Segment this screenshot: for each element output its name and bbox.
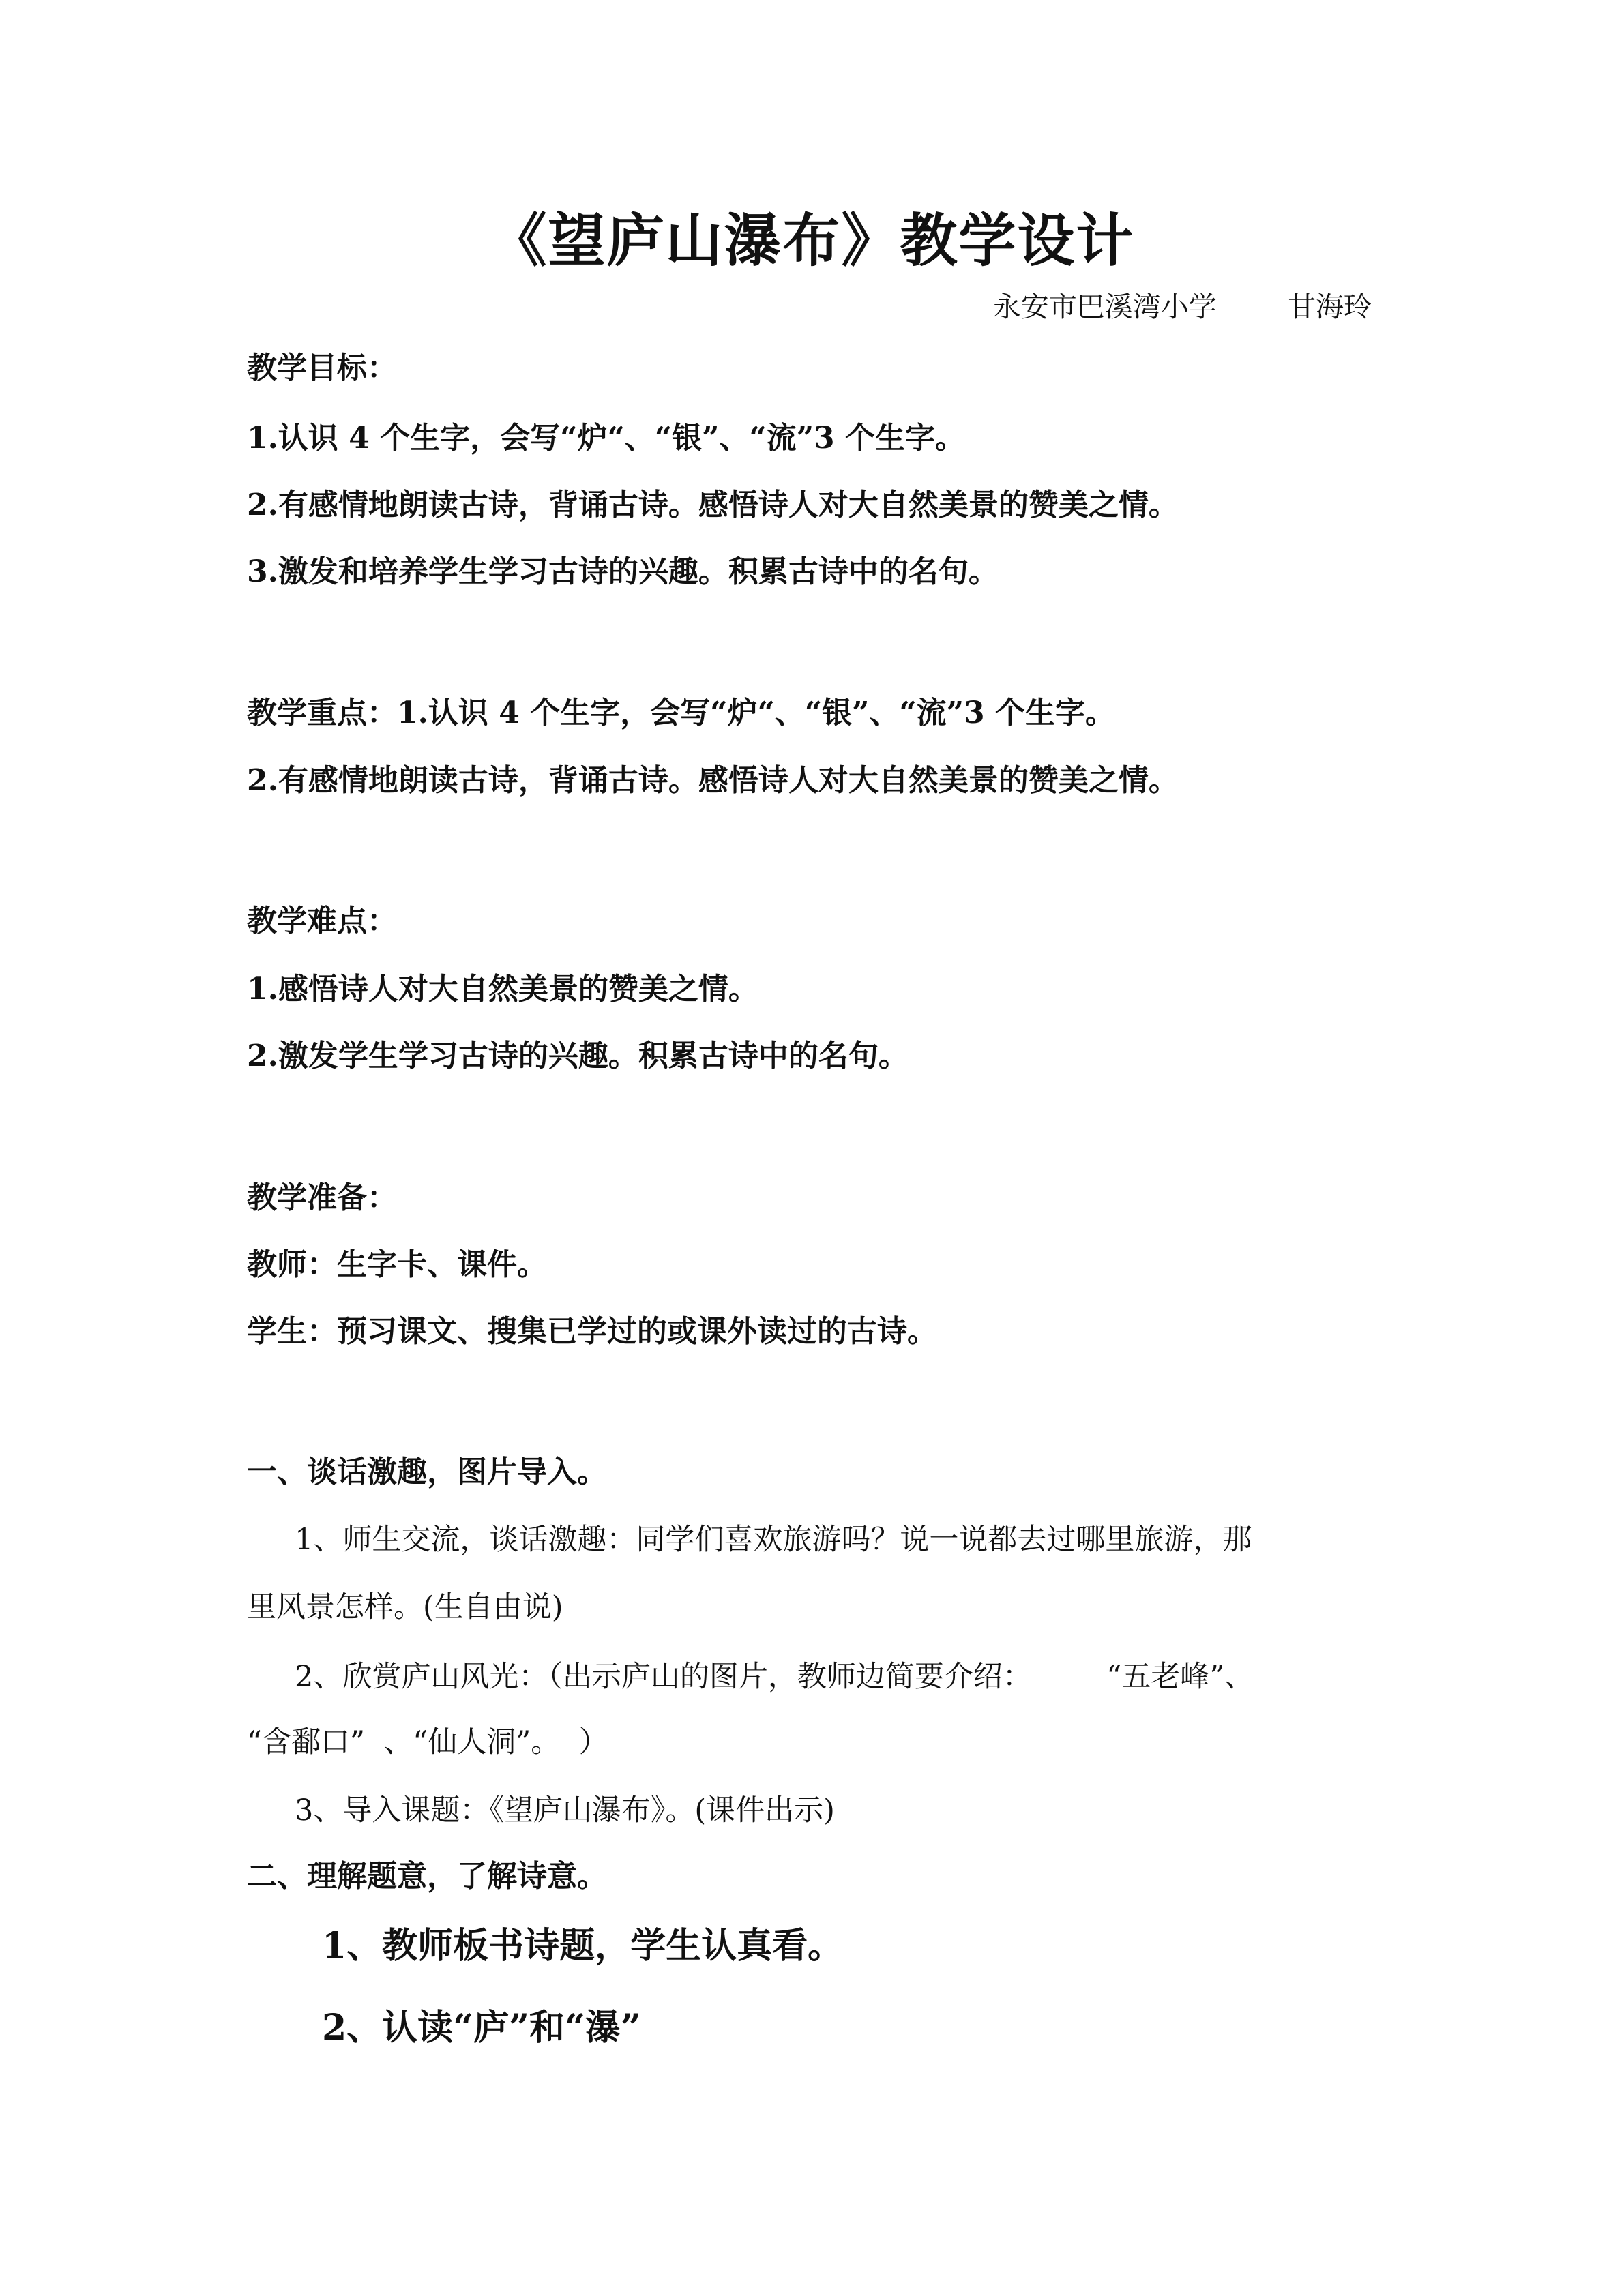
key-point-item: 教学重点：1.认识 4 个生字，会写“炉“、“银”、“流”3 个生字。 xyxy=(247,696,1115,730)
prep-item: 学生：预习课文、搜集已学过的或课外读过的古诗。 xyxy=(247,1314,937,1349)
difficulties-heading: 教学难点： xyxy=(247,904,397,938)
key-point-item: 2.有感情地朗读古诗，背诵古诗。感悟诗人对大自然美景的赞美之情。 xyxy=(247,763,1179,798)
difficulty-item: 2.激发学生学习古诗的兴趣。积累古诗中的名句。 xyxy=(247,1039,909,1073)
section2-line: 2、认读“庐”和“瀑” xyxy=(322,2007,641,2048)
goal-item: 2.有感情地朗读古诗，背诵古诗。感悟诗人对大自然美景的赞美之情。 xyxy=(247,488,1179,522)
document-title: 《望庐山瀑布》教学设计 xyxy=(489,207,1135,274)
section1-line: 1、师生交流，谈话激趣：同学们喜欢旅游吗？说一说都去过哪里旅游，那 xyxy=(295,1523,1252,1557)
section2-line: 1、教师板书诗题，学生认真看。 xyxy=(322,1925,844,1967)
section1-line: 2、欣赏庐山风光：（出示庐山的图片，教师边简要介绍： “五老峰”、 xyxy=(295,1660,1254,1694)
prep-item: 教师：生字卡、课件。 xyxy=(247,1247,547,1282)
section1-heading: 一、谈话激趣，图片导入。 xyxy=(247,1455,607,1489)
goal-item: 3.激发和培养学生学习古诗的兴趣。积累古诗中的名句。 xyxy=(247,554,999,589)
goal-item: 1.认识 4 个生字，会写“炉“、“银”、“流”3 个生字。 xyxy=(247,421,965,456)
prep-heading: 教学准备： xyxy=(247,1180,397,1215)
difficulty-item: 1.感悟诗人对大自然美景的赞美之情。 xyxy=(247,972,758,1007)
section1-line: 3、导入课题：《望庐山瀑布》。(课件出示) xyxy=(295,1793,835,1828)
goals-heading: 教学目标： xyxy=(247,351,397,385)
author-line: 永安市巴溪湾小学 甘海玲 xyxy=(992,290,1372,323)
section2-heading: 二、理解题意，了解诗意。 xyxy=(247,1859,607,1894)
section1-line: “含鄱口” 、“仙人洞”。 ） xyxy=(247,1725,608,1759)
section1-line: 里风景怎样。(生自由说) xyxy=(247,1590,563,1624)
